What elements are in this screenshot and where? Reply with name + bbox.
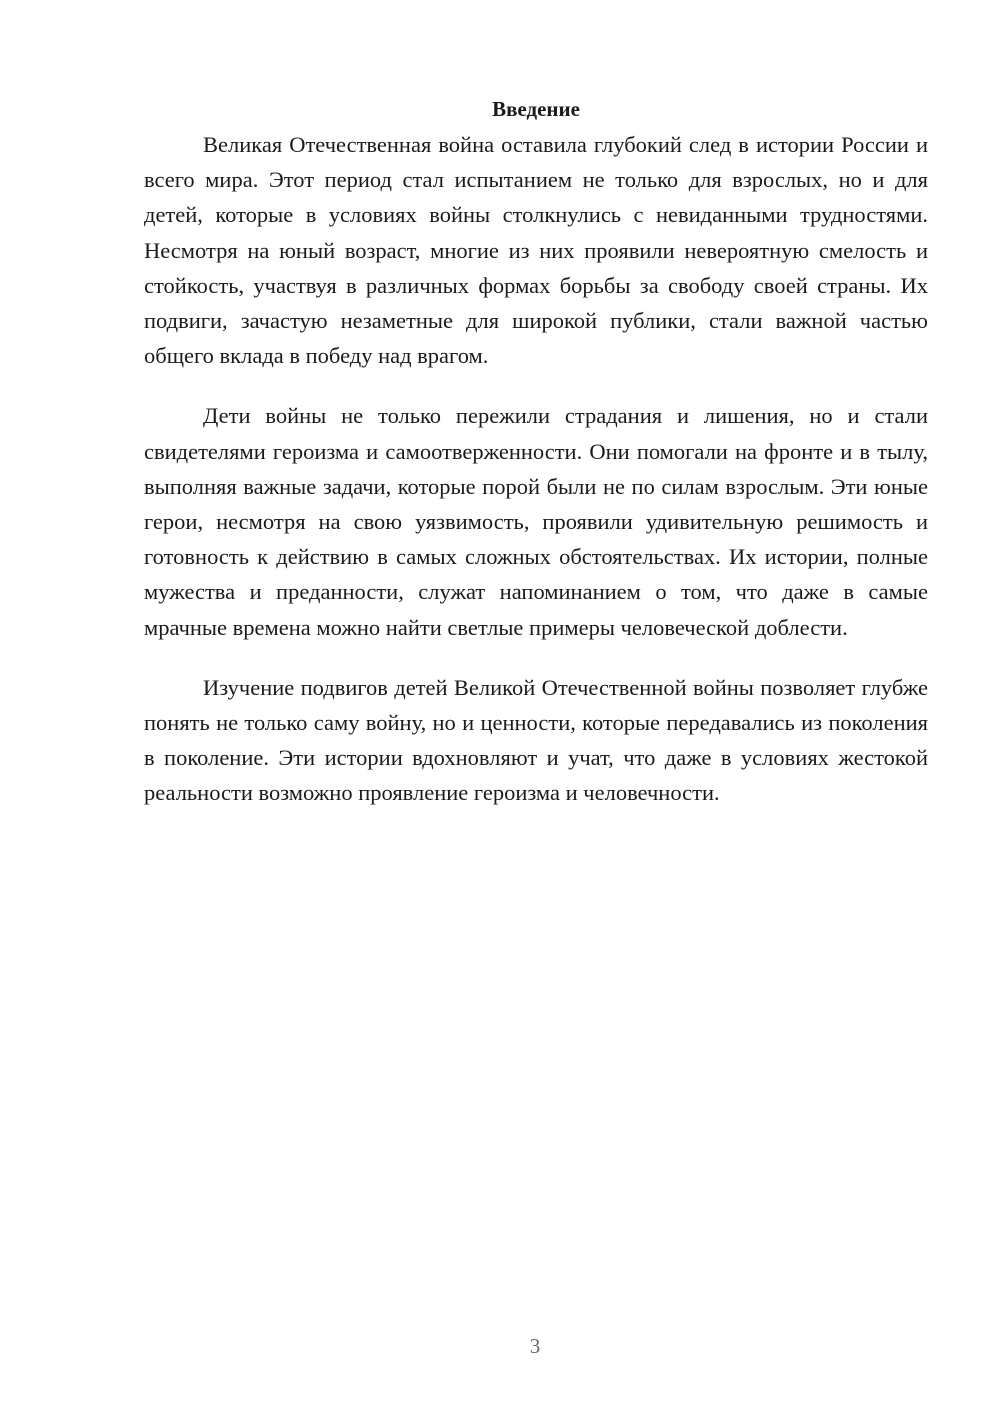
section-title: Введение [492, 97, 580, 121]
paragraph-1: Великая Отечественная война оставила глубокий след в истории России и всего мира. Этот период стал испытанием не только для взрослых, но и для детей, которые в условиях войны столкнулись с невиданными трудностями. Несмотря на юный возраст, многие из них проявили невероятную смелость и стойкость, участвуя в различных формах борьбы за свободу своей страны. Их подвиги, зачастую незаметные для широкой публики, стали важной частью общего вклада в победу над врагом. [144, 132, 928, 369]
paragraph-2: Дети войны не только пережили страдания и лишения, но и стали свидетелями героизма и самоотверженности. Они помогали на фронте и в тылу, выполняя важные задачи, которые порой были не по силам взрослым. Эти юные герои, несмотря на свою уязвимость, проявили удивительную решимость и готовность к действию в самых сложных обстоятельствах. Их истории, полные мужества и преданности, служат напоминанием о том, что даже в самые мрачные времена можно найти светлые примеры человеческой доблести. [144, 403, 928, 640]
paragraph-3: Изучение подвигов детей Великой Отечественной войны позволяет глубже понять не только саму войну, но и ценности, которые передавались из поколения в поколение. Эти истории вдохновляют и учат, что даже в условиях жестокой реальности возможно проявление героизма и человечности. [144, 674, 928, 806]
page-content [144, 92, 928, 836]
page-number: 3 [529, 1334, 541, 1358]
